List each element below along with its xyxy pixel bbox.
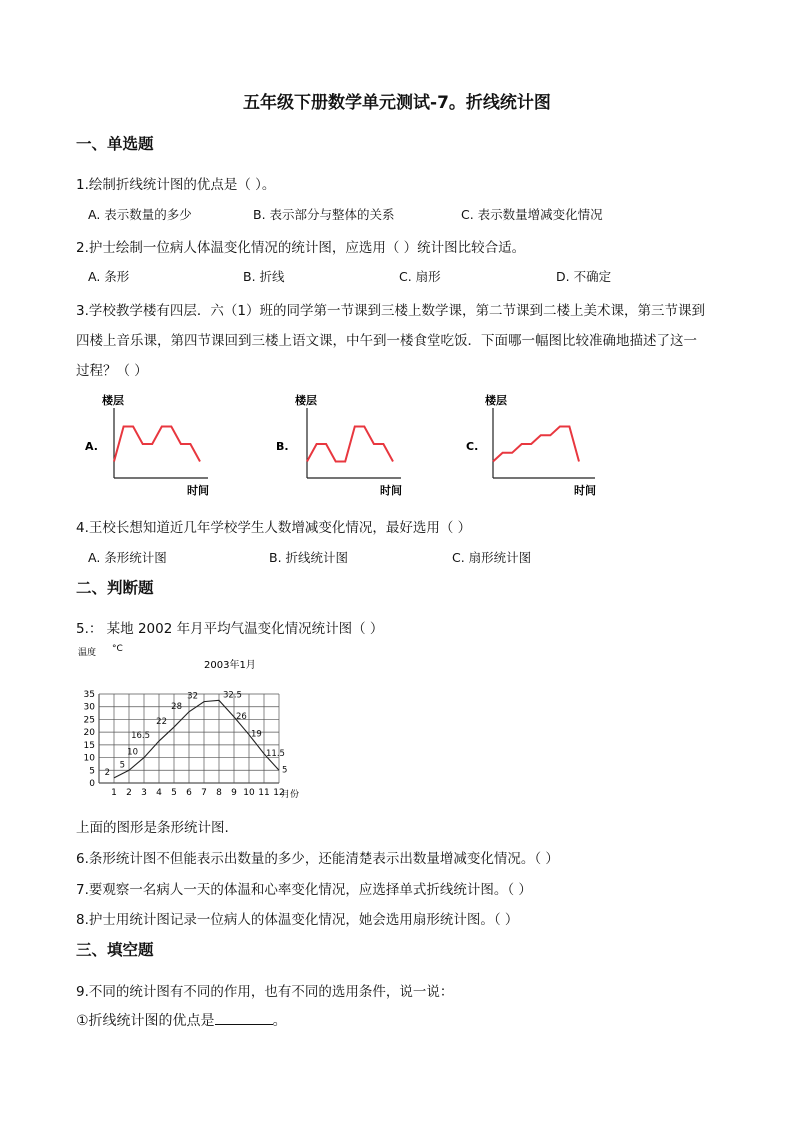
section-heading-single-choice: 一、单选题 bbox=[76, 135, 154, 153]
chart-ytick-label: 5 bbox=[89, 766, 95, 777]
q1-option-b[interactable]: B. 表示部分与整体的关系 bbox=[253, 207, 395, 222]
chart-xtick-label: 6 bbox=[186, 788, 192, 798]
chart-data-label: 32 bbox=[187, 691, 198, 702]
answer-blank[interactable] bbox=[215, 1010, 273, 1025]
chart-data-label: 5 bbox=[282, 765, 288, 776]
question-5-text: 5.： 某地 2002 年月平均气温变化情况统计图（ ） bbox=[76, 621, 384, 637]
chart-xtick-label: 12 bbox=[273, 788, 285, 798]
q2-option-c[interactable]: C. 扇形 bbox=[399, 269, 441, 284]
chart-data-label: 2 bbox=[104, 767, 110, 778]
q2-option-a[interactable]: A. 条形 bbox=[88, 269, 130, 284]
chart-data-label: 11.5 bbox=[266, 748, 285, 759]
mini-graph-c-ylabel: 楼层 bbox=[485, 394, 507, 407]
chart-xtick-label: 3 bbox=[141, 788, 147, 798]
chart-data-label: 19 bbox=[251, 729, 262, 740]
chart-data-label: 32.5 bbox=[223, 690, 242, 701]
question-9-sub-1-end: 。 bbox=[272, 1013, 287, 1029]
chart-ytick-label: 0 bbox=[89, 779, 95, 789]
chart-xtick-label: 2 bbox=[126, 788, 132, 798]
chart-ytick-label: 25 bbox=[83, 715, 95, 726]
q4-option-a[interactable]: A. 条形统计图 bbox=[88, 550, 167, 565]
chart-xtick-label: 8 bbox=[216, 788, 222, 798]
chart-ytick-label: 10 bbox=[83, 753, 95, 764]
question-8-text: 8.护士用统计图记录一位病人的体温变化情况，她会选用扇形统计图。（ ） bbox=[76, 912, 519, 928]
mini-graph-b[interactable] bbox=[273, 390, 423, 500]
chart-xtick-label: 1 bbox=[111, 788, 117, 798]
chart-xtick-label: 7 bbox=[201, 788, 207, 798]
question-9-sub-1 bbox=[76, 1010, 287, 1030]
q4-option-b[interactable]: B. 折线统计图 bbox=[269, 550, 349, 565]
question-3-line-3: 过程？（ ） bbox=[76, 363, 148, 379]
q1-option-a[interactable]: A. 表示数量的多少 bbox=[88, 207, 192, 222]
mini-graph-a-ylabel: 楼层 bbox=[102, 394, 124, 407]
question-6-text: 6.条形统计图不但能表示出数量的多少，还能清楚表示出数量增减变化情况。（ ） bbox=[76, 851, 559, 867]
question-1-text: 1.绘制折线统计图的优点是（ ）。 bbox=[76, 177, 276, 193]
q2-option-b[interactable]: B. 折线 bbox=[243, 269, 285, 284]
mini-graph-b-line bbox=[307, 427, 393, 462]
chart-xtick-label: 9 bbox=[231, 788, 237, 798]
q1-option-c[interactable]: C. 表示数量增减变化情况 bbox=[461, 207, 603, 222]
mini-graph-b-option: B. bbox=[276, 440, 289, 453]
mini-graph-b-ylabel: 楼层 bbox=[295, 394, 317, 407]
question-3-line-2: 四楼上音乐课，第四节课回到三楼上语文课，中午到一楼食堂吃饭．下面哪一幅图比较准确地描述了这一 bbox=[76, 333, 697, 349]
question-2-text: 2.护士绘制一位病人体温变化情况的统计图，应选用（ ）统计图比较合适。 bbox=[76, 240, 526, 256]
chart-title: 2003年1月 bbox=[204, 660, 256, 671]
mini-graph-a-xlabel: 时间 bbox=[187, 484, 209, 497]
chart-data-label: 5 bbox=[119, 760, 125, 771]
chart-ytick-label: 15 bbox=[83, 740, 95, 751]
question-4-text: 4.王校长想知道近几年学校学生人数增减变化情况，最好选用（ ） bbox=[76, 520, 472, 536]
mini-graph-c-line bbox=[493, 427, 579, 462]
chart-ytick-label: 20 bbox=[83, 728, 95, 739]
question-3-line-1: 3.学校教学楼有四层．六（1）班的同学第一节课到三楼上数学课，第二节课到二楼上美术课，第三节课到 bbox=[76, 303, 705, 319]
chart-xtick-label: 4 bbox=[156, 788, 162, 798]
page-title: 五年级下册数学单元测试-7。折线统计图 bbox=[243, 93, 551, 113]
question-7-text: 7.要观察一名病人一天的体温和心率变化情况，应选择单式折线统计图。（ ） bbox=[76, 882, 532, 898]
chart-xtick-label: 10 bbox=[243, 788, 255, 798]
mini-graph-c[interactable] bbox=[463, 390, 613, 500]
chart-ytick-label: 30 bbox=[83, 702, 95, 713]
q2-option-d[interactable]: D. 不确定 bbox=[556, 269, 612, 284]
chart-ylabel: 温度 bbox=[78, 648, 97, 658]
chart-data-label: 26 bbox=[236, 711, 247, 722]
question-5-statement: 上面的图形是条形统计图. bbox=[76, 820, 229, 836]
q4-option-c[interactable]: C. 扇形统计图 bbox=[452, 550, 532, 565]
temperature-line-chart bbox=[72, 640, 312, 805]
mini-graph-c-option: C. bbox=[466, 440, 479, 453]
chart-ytick-label: 35 bbox=[83, 690, 95, 700]
mini-graph-c-xlabel: 时间 bbox=[574, 484, 596, 497]
mini-graph-a-line bbox=[114, 427, 200, 462]
mini-graph-a-option: A. bbox=[85, 440, 98, 453]
question-9-text: 9.不同的统计图有不同的作用，也有不同的选用条件，说一说： bbox=[76, 984, 454, 1000]
question-9-sub-1-label: ①折线统计图的优点是 bbox=[76, 1013, 215, 1029]
chart-xtick-label: 5 bbox=[171, 788, 177, 798]
section-heading-true-false: 二、判断题 bbox=[76, 579, 154, 597]
chart-xlabel: 月份 bbox=[281, 790, 300, 800]
chart-data-label: 22 bbox=[156, 717, 167, 728]
chart-data-label: 10 bbox=[127, 747, 138, 758]
chart-yunit: °C bbox=[112, 644, 123, 654]
section-heading-fill-blank: 三、填空题 bbox=[76, 941, 154, 959]
chart-data-label: 16.5 bbox=[131, 731, 150, 742]
chart-data-label: 28 bbox=[171, 701, 182, 712]
mini-graph-a[interactable] bbox=[80, 390, 230, 500]
mini-graph-b-xlabel: 时间 bbox=[380, 484, 402, 497]
chart-xtick-label: 11 bbox=[258, 788, 270, 798]
